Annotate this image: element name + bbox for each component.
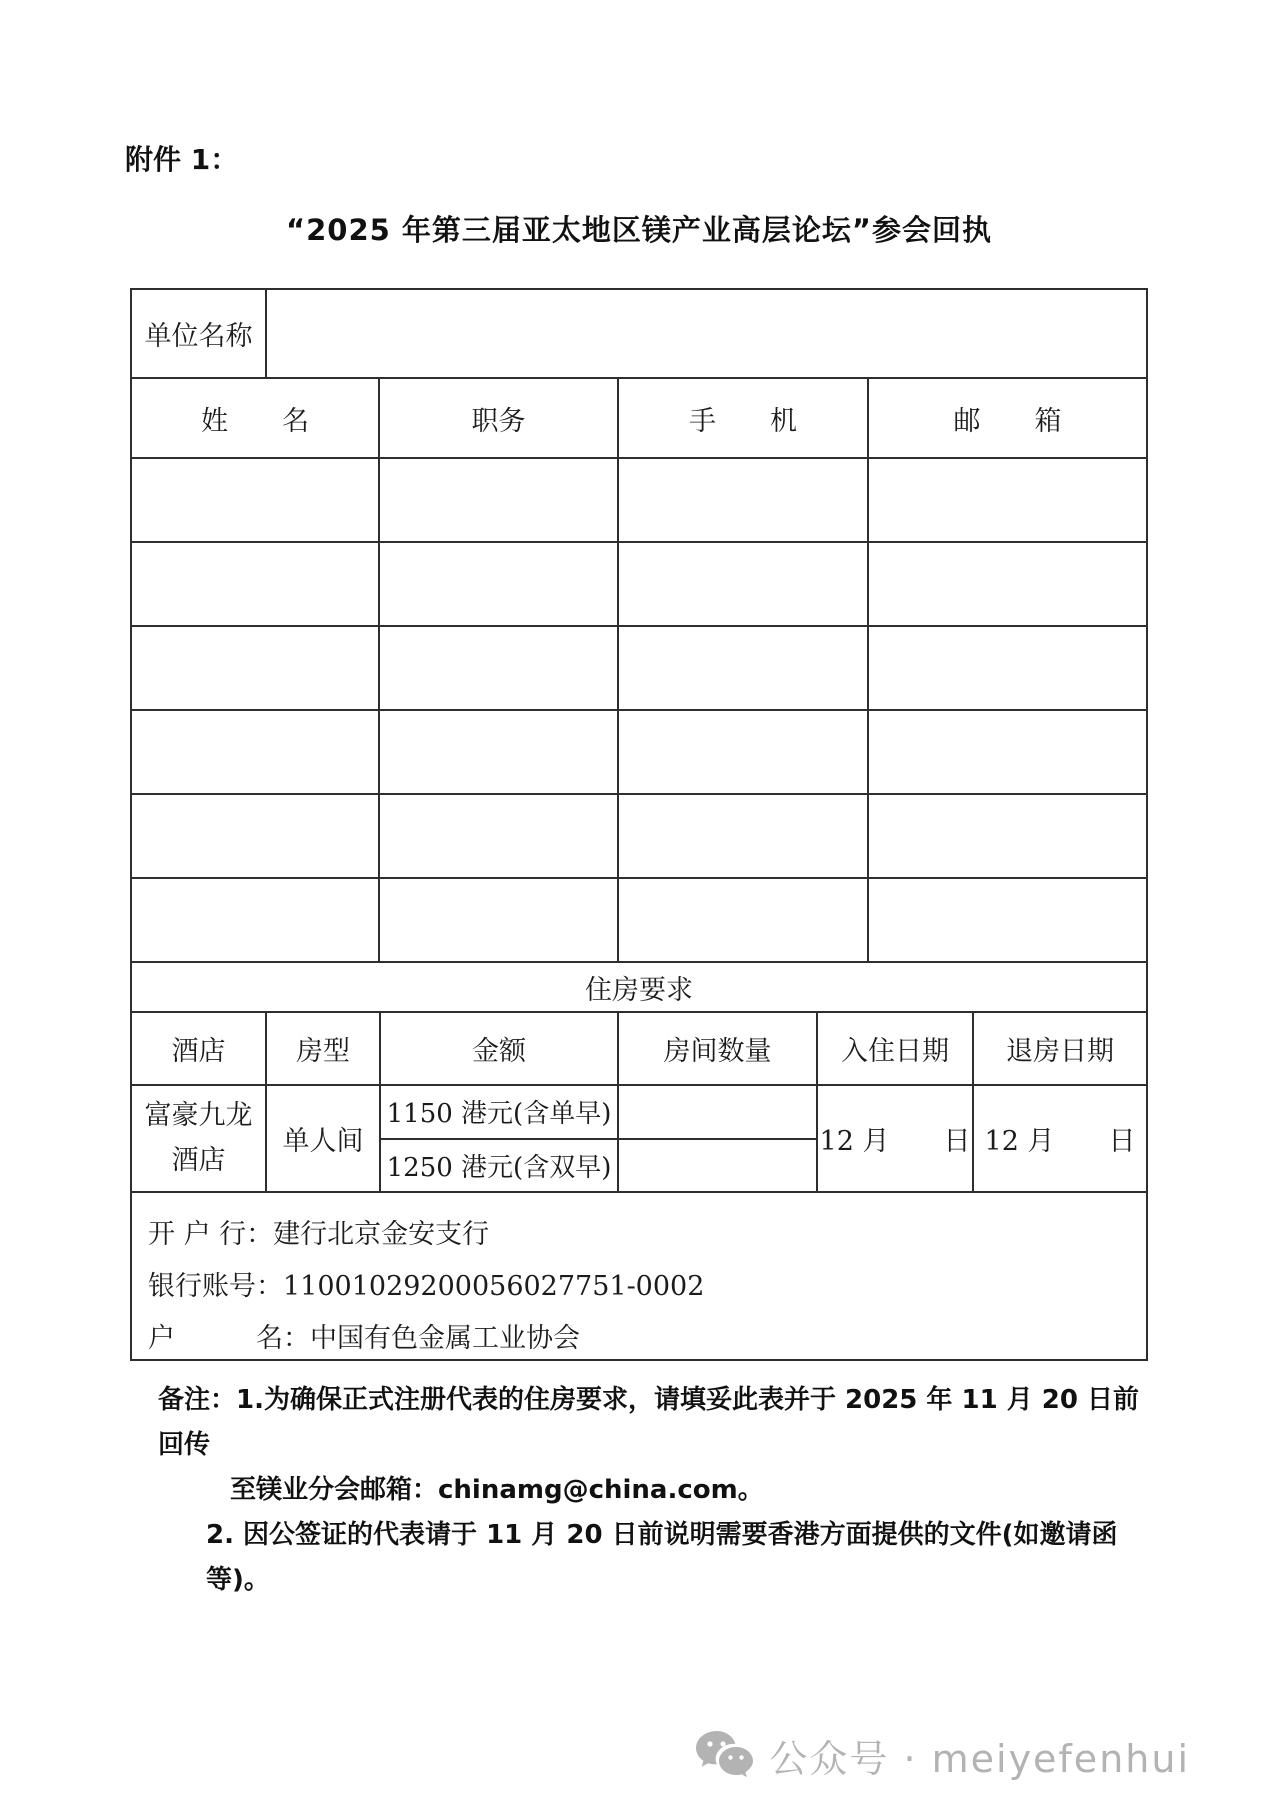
- price-option-2: 1250 港元(含双早): [381, 1140, 619, 1192]
- note-line-2: 至镁业分会邮箱：chinamg@china.com。: [230, 1475, 764, 1505]
- attendee-position-cell: [380, 627, 619, 709]
- housing-header-row: [132, 1011, 1146, 1084]
- header-amount: 金额: [381, 1013, 619, 1084]
- header-hotel: 酒店: [132, 1013, 267, 1084]
- header-room-qty: 房间数量: [619, 1013, 818, 1084]
- attendee-row: [132, 625, 1146, 709]
- attendee-row: [132, 709, 1146, 793]
- attendee-email-cell: [869, 879, 1146, 961]
- header-room-type: 房型: [267, 1013, 381, 1084]
- wechat-icon: [693, 1729, 755, 1783]
- bank-info: [132, 1193, 1146, 1359]
- unit-name-label: 单位名称: [132, 290, 267, 377]
- room-qty-cell-1: [619, 1086, 816, 1138]
- attendee-email-cell: [869, 543, 1146, 625]
- price-options-block: [381, 1086, 818, 1191]
- header-mobile: 手 机: [619, 379, 869, 457]
- room-type: 单人间: [267, 1086, 381, 1191]
- header-checkout-date: 退房日期: [1006, 1036, 1114, 1067]
- attendee-row: [132, 541, 1146, 625]
- attendee-name-cell: [132, 711, 380, 793]
- notes-block: [158, 1378, 1148, 1603]
- attendee-email-cell: [869, 627, 1146, 709]
- attendee-row: [132, 793, 1146, 877]
- attendee-row: [132, 457, 1146, 541]
- header-name: 姓 名: [132, 379, 380, 457]
- note-line-1: 备注：1.为确保正式注册代表的住房要求，请填妥此表并于 2025 年 11 月 20 日前回传: [158, 1385, 1140, 1460]
- attendee-name-cell: [132, 795, 380, 877]
- housing-section-row: [132, 961, 1146, 1011]
- note-line-3: 2. 因公签证的代表请于 11 月 20 日前说明需要香港方面提供的文件(如邀请函等)。: [206, 1520, 1118, 1595]
- attendee-position-cell: [380, 711, 619, 793]
- attendee-email-cell: [869, 711, 1146, 793]
- registration-form-table: [130, 288, 1148, 1361]
- hotel-name-line2: 酒店: [171, 1144, 226, 1176]
- bank-holder-line: 户 名：中国有色金属工业协会: [148, 1323, 580, 1354]
- wechat-footer: [693, 1728, 1190, 1783]
- attendee-name-cell: [132, 627, 380, 709]
- attachment-label: 附件 1：: [125, 143, 239, 176]
- attendee-mobile-cell: [619, 459, 869, 541]
- hotel-name-line1: 富豪九龙: [144, 1099, 253, 1131]
- hotel-name: [132, 1086, 267, 1191]
- checkout-date: 12 月 日: [984, 1126, 1136, 1157]
- bank-branch-line: 开 户 行：建行北京金安支行: [148, 1219, 490, 1250]
- attendee-position-cell: [380, 879, 619, 961]
- attendee-position-cell: [380, 459, 619, 541]
- attendee-name-cell: [132, 543, 380, 625]
- checkin-date: 12 月 日: [818, 1086, 974, 1191]
- price-option-1: 1150 港元(含单早): [381, 1086, 619, 1138]
- header-checkin-date: 入住日期: [818, 1013, 974, 1084]
- price-option-row: [381, 1086, 816, 1138]
- attendee-name-cell: [132, 879, 380, 961]
- hotel-data-row: [132, 1084, 1146, 1191]
- attendee-mobile-cell: [619, 795, 869, 877]
- attendee-row: [132, 877, 1146, 961]
- attendee-position-cell: [380, 543, 619, 625]
- price-option-row: [381, 1138, 816, 1192]
- unit-name-row: [132, 290, 1146, 377]
- attendee-position-cell: [380, 795, 619, 877]
- attendee-email-cell: [869, 459, 1146, 541]
- room-qty-cell-2: [619, 1140, 816, 1192]
- document-title: “2025 年第三届亚太地区镁产业高层论坛”参会回执: [286, 213, 992, 247]
- bank-account-line: 银行账号：11001029200056027751-0002: [148, 1271, 705, 1302]
- header-position: 职务: [380, 379, 619, 457]
- attendee-name-cell: [132, 459, 380, 541]
- bank-info-row: [132, 1191, 1146, 1359]
- attendee-header-row: [132, 377, 1146, 457]
- wechat-account-label: 公众号 · meiyefenhui: [769, 1737, 1190, 1781]
- housing-section-title: 住房要求: [585, 974, 693, 1006]
- unit-name-value-cell: [267, 290, 1146, 377]
- attendee-mobile-cell: [619, 711, 869, 793]
- attendee-mobile-cell: [619, 627, 869, 709]
- attendee-email-cell: [869, 795, 1146, 877]
- attendee-mobile-cell: [619, 543, 869, 625]
- header-email: 邮 箱: [953, 405, 1062, 437]
- attendee-mobile-cell: [619, 879, 869, 961]
